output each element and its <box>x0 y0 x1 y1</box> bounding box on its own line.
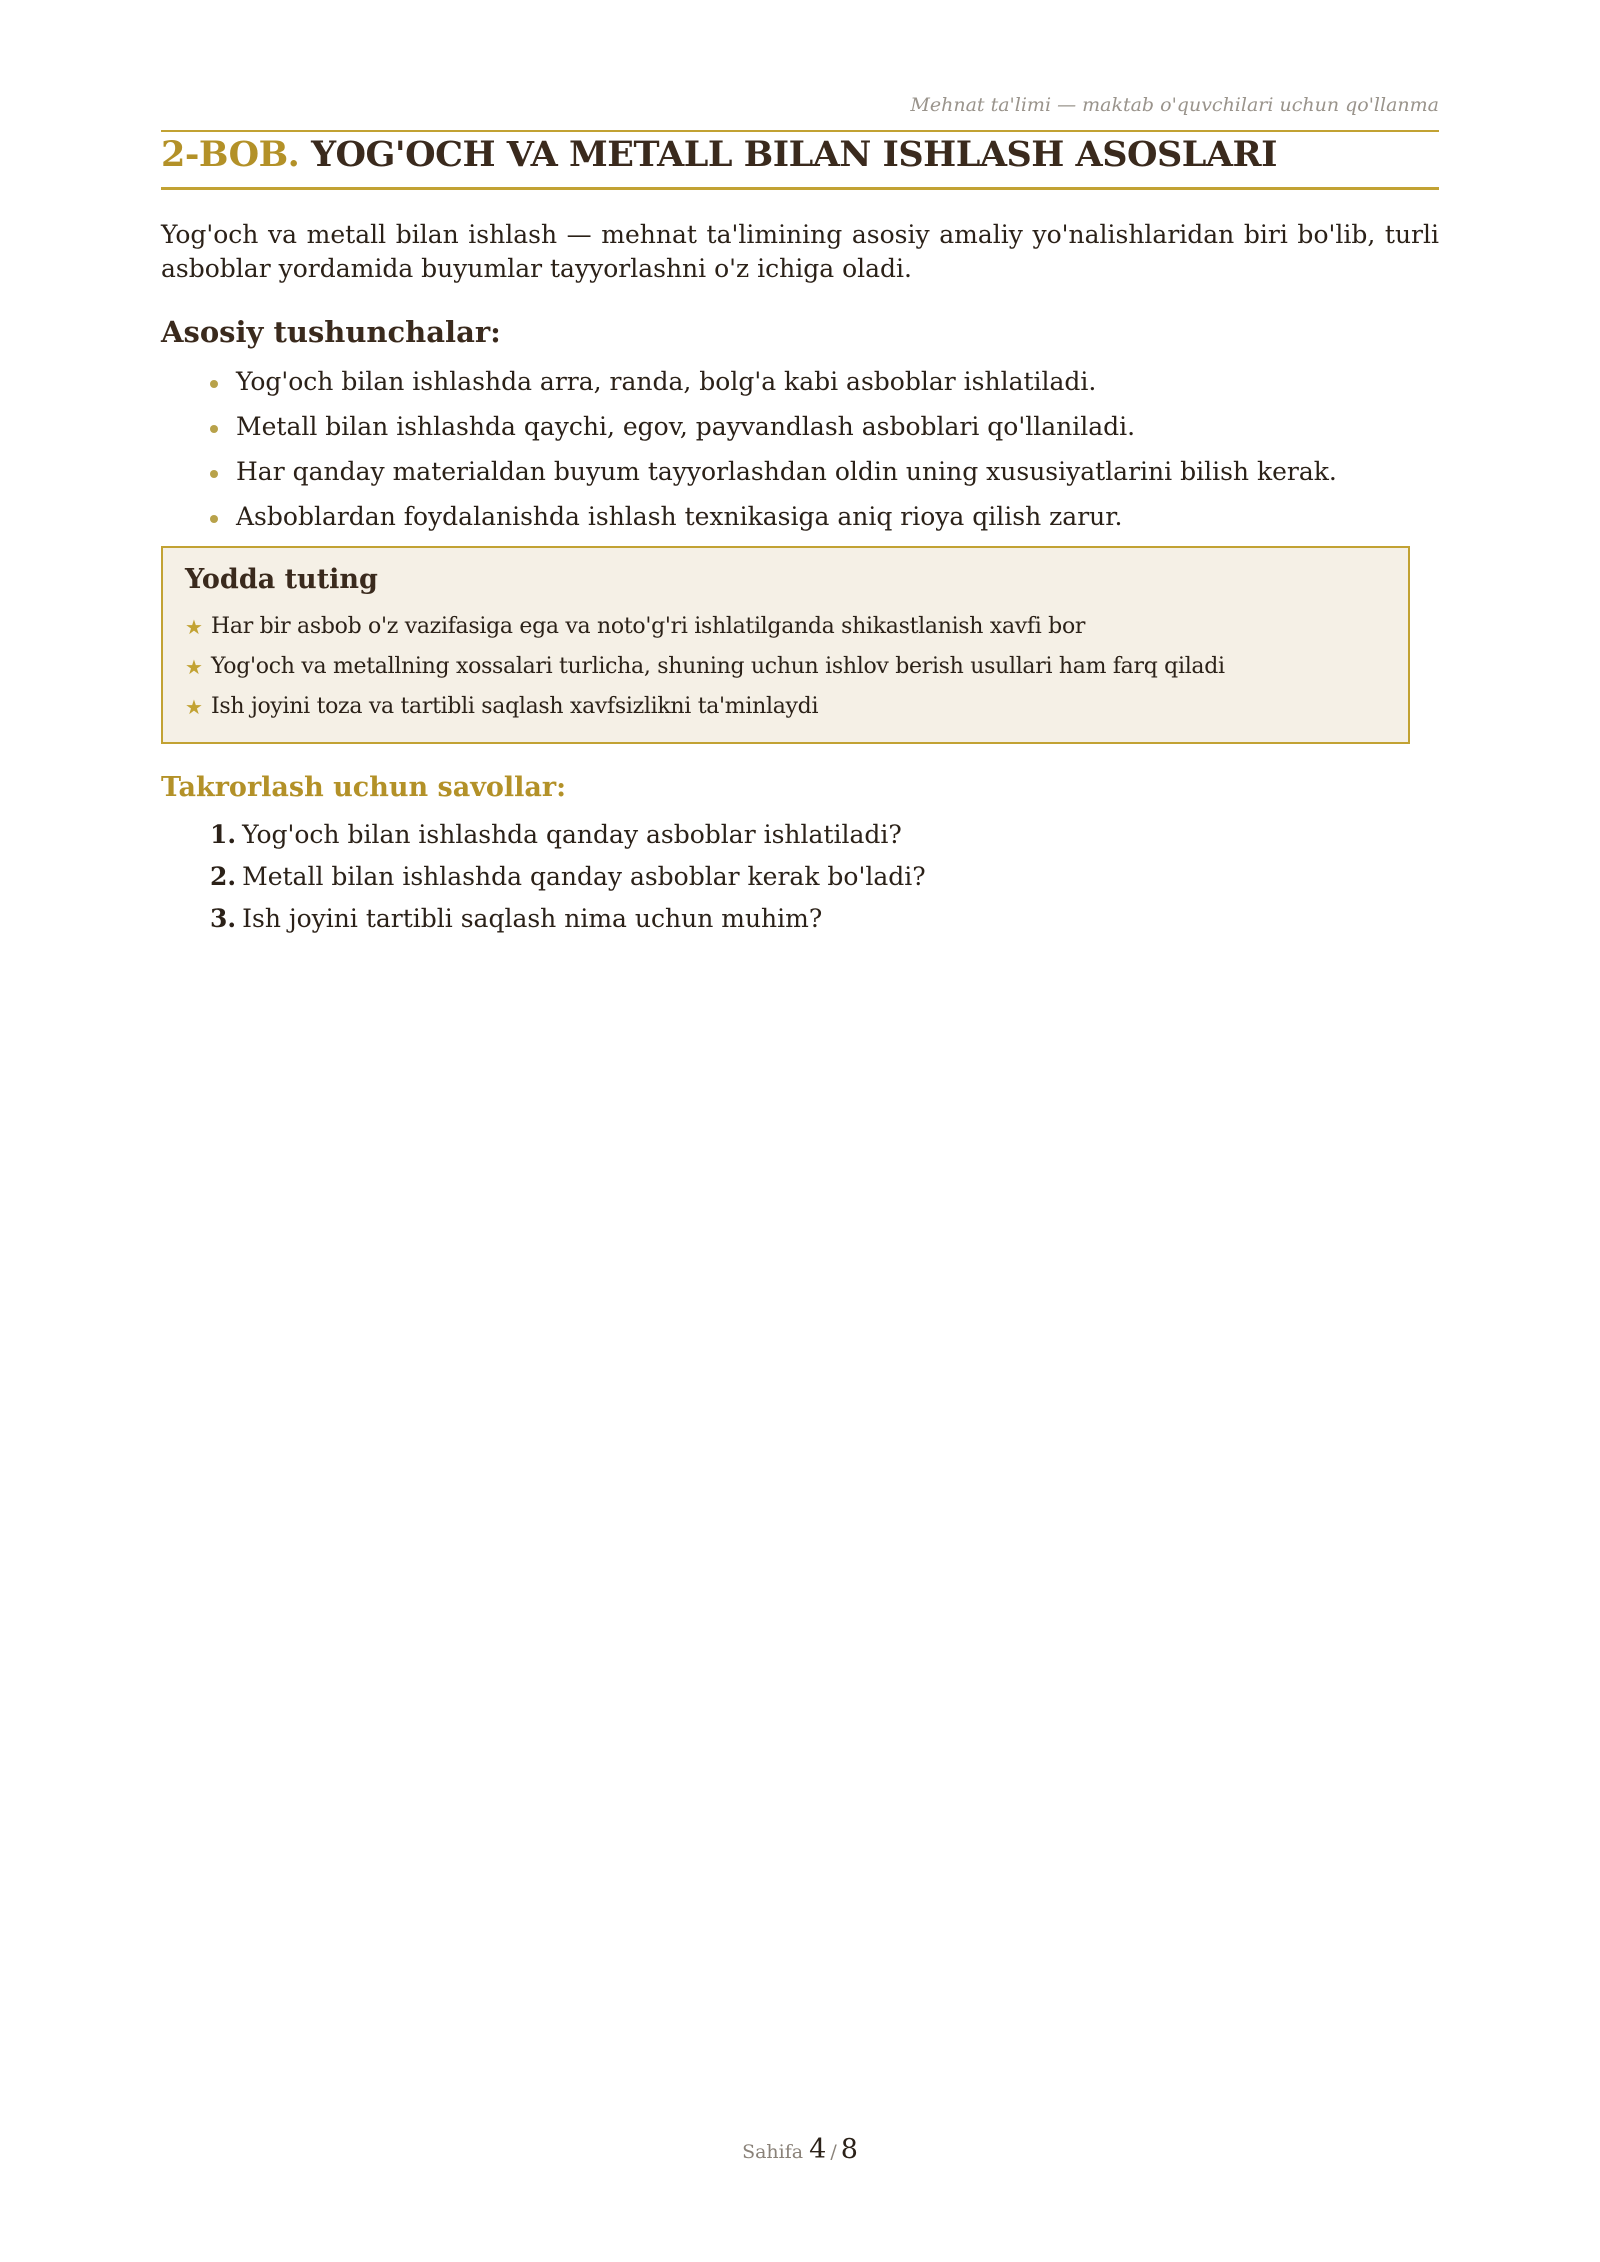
bullet-icon <box>210 425 218 433</box>
review-heading: Takrorlash uchun savollar: <box>161 772 567 803</box>
question-number: 2. <box>210 862 237 891</box>
header-rule-bottom <box>161 187 1439 190</box>
page-number-current: 4 <box>809 2134 827 2165</box>
question-item <box>210 818 926 860</box>
question-number: 1. <box>210 820 237 849</box>
question-number: 3. <box>210 904 237 933</box>
question-text: Yog'och bilan ishlashda qanday asboblar ishlatiladi? <box>242 820 902 849</box>
note-item <box>185 692 1225 732</box>
header-rule-top <box>161 130 1439 132</box>
list-item <box>206 410 1337 455</box>
star-icon: ★ <box>185 615 203 639</box>
list-item <box>206 500 1337 545</box>
chapter-number: 2-BOB. <box>161 134 300 175</box>
note-item-text: Ish joyini toza va tartibli saqlash xavfsizlikni ta'minlaydi <box>211 694 819 719</box>
list-item-text: Yog'och bilan ishlashda arra, randa, bolg'a kabi asboblar ishlatiladi. <box>236 367 1097 396</box>
bullet-icon <box>210 380 218 388</box>
concepts-heading: Asosiy tushunchalar: <box>161 315 501 349</box>
note-item-text: Yog'och va metallning xossalari turlicha, shuning uchun ishlov berish usullari ham farq qiladi <box>211 654 1225 679</box>
note-title: Yodda tuting <box>185 564 378 595</box>
note-item-text: Har bir asbob o'z vazifasiga ega va noto'g'ri ishlatilganda shikastlanish xavfi bor <box>211 614 1086 639</box>
page-label: Sahifa <box>742 2141 804 2163</box>
running-header: Mehnat ta'limi — maktab o'quvchilari uchun qo'llanma <box>910 94 1439 116</box>
question-item <box>210 860 926 902</box>
review-questions <box>210 818 926 944</box>
question-text: Metall bilan ishlashda qanday asboblar kerak bo'ladi? <box>242 862 926 891</box>
note-list <box>185 612 1225 732</box>
list-item <box>206 365 1337 410</box>
intro-paragraph: Yog'och va metall bilan ishlash — mehnat ta'limining asosiy amaliy yo'nalishlaridan biri bo'lib, turli asboblar yordamida buyumlar tayyorlashni o'z ichiga oladi. <box>161 220 1439 283</box>
bullet-icon <box>210 515 218 523</box>
list-item-text: Har qanday materialdan buyum tayyorlashdan oldin uning xususiyatlarini bilish kerak. <box>236 457 1337 486</box>
question-text: Ish joyini tartibli saqlash nima uchun muhim? <box>242 904 823 933</box>
bullet-icon <box>210 470 218 478</box>
chapter-heading-text: YOG'OCH VA METALL BILAN ISHLASH ASOSLARI <box>311 134 1277 175</box>
list-item-text: Asboblardan foydalanishda ishlash texnikasiga aniq rioya qilish zarur. <box>236 502 1123 531</box>
page-separator: / <box>830 2141 837 2163</box>
concepts-list <box>206 365 1337 545</box>
page-number-total: 8 <box>840 2134 858 2165</box>
star-icon: ★ <box>185 695 203 719</box>
list-item <box>206 455 1337 500</box>
page-footer <box>0 2134 1600 2165</box>
question-item <box>210 902 926 944</box>
chapter-title <box>161 134 1277 175</box>
list-item-text: Metall bilan ishlashda qaychi, egov, payvandlash asboblari qo'llaniladi. <box>236 412 1136 441</box>
note-item <box>185 652 1225 692</box>
note-item <box>185 612 1225 652</box>
remember-note-box <box>161 546 1410 744</box>
star-icon: ★ <box>185 655 203 679</box>
